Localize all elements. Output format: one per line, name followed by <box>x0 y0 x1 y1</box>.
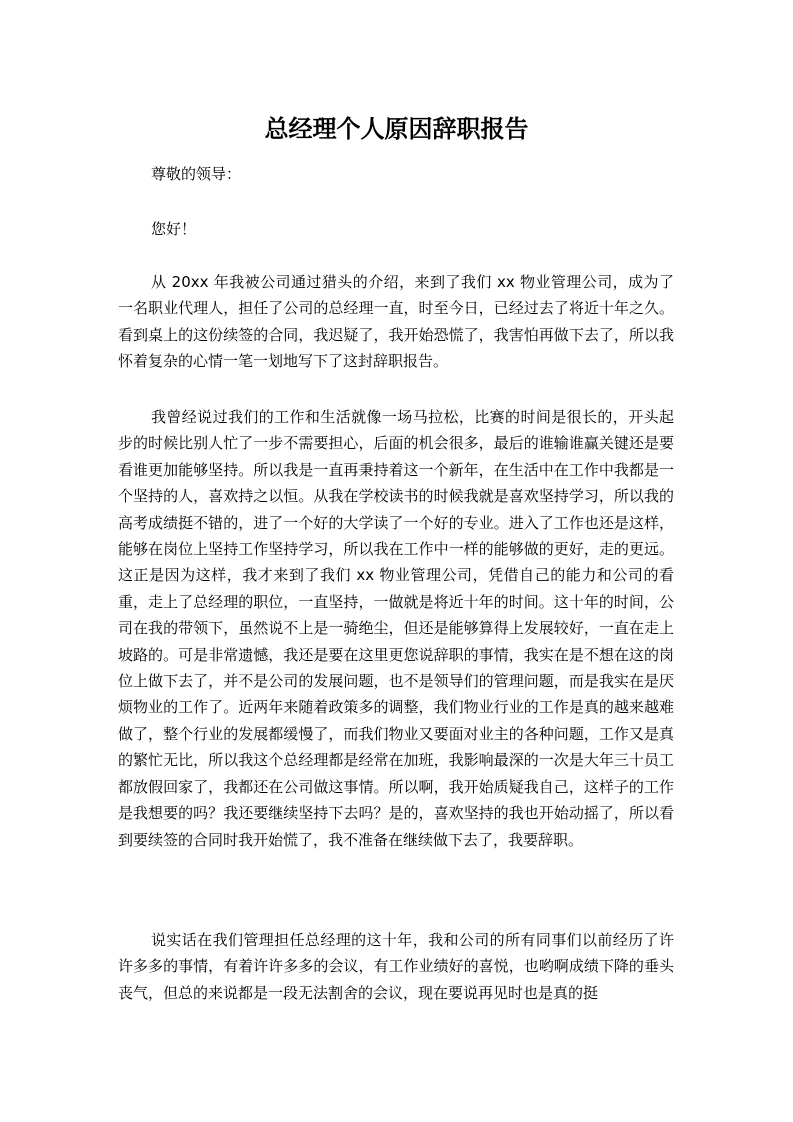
body-paragraph-1: 从 20xx 年我被公司通过猎头的介绍，来到了我们 xx 物业管理公司，成为了一名职业代理人，担任了公司的总经理一直，时至今日，已经过去了将近十年之久。看到桌上的这份续签的合同，我迟疑了，我开始恐慌了，我害怕再做下去了，所以我怀着复杂的心情一笔一划地写下了这封辞职报告。 <box>118 273 674 371</box>
body-paragraph-2: 我曾经说过我们的工作和生活就像一场马拉松，比赛的时间是很长的，开头起步的时候比别人忙了一步不需要担心，后面的机会很多，最后的谁输谁赢关键还是要看谁更加能够坚持。所以我是一直再秉持着这一个新年，在生活中在工作中我都是一个坚持的人，喜欢持之以恒。从我在学校读书的时候我就是喜欢坚持学习，所以我的高考成绩挺不错的，进了一个好的大学读了一个好的专业。进入了工作也还是这样，能够在岗位上坚持工作坚持学习，所以我在工作中一样的能够做的更好，走的更远。这正是因为这样，我才来到了我们 xx 物业管理公司，凭借自己的能力和公司的看重，走上了总经理的职位，一直坚持，一做就是将近十年的时间。这十年的时间，公司在我的带领下，虽然说不上是一骑绝尘，但还是能够算得上发展较好，一直在走上坡路的。可是非常遗憾，我还是要在这里更您说辞职的事情，我实在是不想在这的岗位上做下去了，并不是公司的发展问题，也不是领导们的管理问题，而是我实在是厌烦物业的工作了。近两年来随着政策多的调整，我们物业行业的工作是真的越来越难做了，整个行业的发展都缓慢了，而我们物业又要面对业主的各种问题，工作又是真的繁忙无比，所以我这个总经理都是经常在加班，我影响最深的一次是大年三十员工都放假回家了，我都还在公司做这事情。所以啊，我开始质疑我自己，这样子的工作是我想要的吗？我还要继续坚持下去吗？是的，喜欢坚持的我也开始动摇了，所以看到要续签的合同时我开始慌了，我不准备在继续做下去了，我要辞职。 <box>118 408 674 849</box>
salutation: 尊敬的领导： <box>151 165 242 183</box>
body-paragraph-3: 说实话在我们管理担任总经理的这十年，我和公司的所有同事们以前经历了许许多多的事情，有着许许多多的会议，有工作业绩好的喜悦，也哟啊成绩下降的垂头丧气，但总的来说都是一段无法割舍的会议，现在要说再见时也是真的挺 <box>118 931 674 1002</box>
greeting: 您好！ <box>151 220 197 238</box>
document-title: 总经理个人原因辞职报告 <box>264 115 529 143</box>
